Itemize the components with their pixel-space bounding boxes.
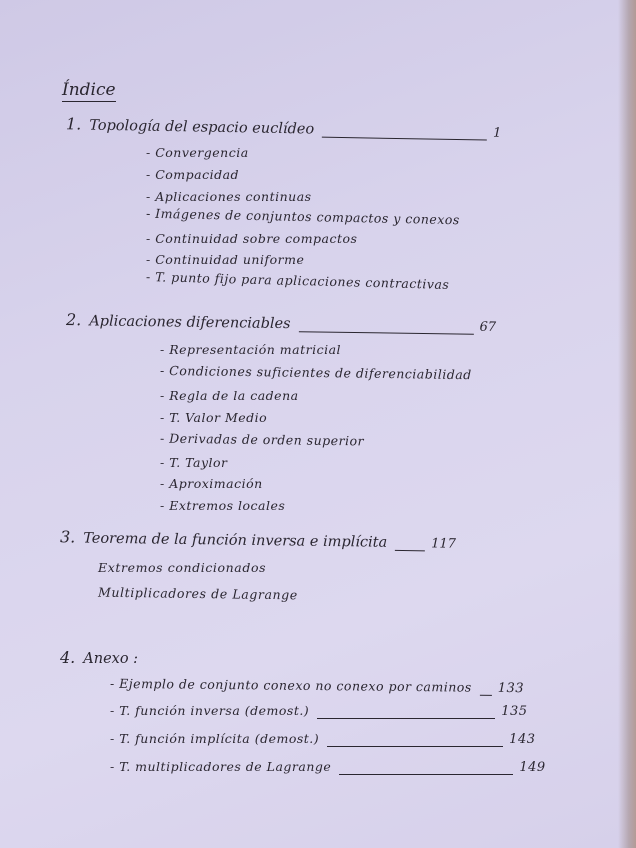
section-2-item: - Extremos locales (160, 498, 286, 513)
section-2-heading (66, 310, 496, 335)
section-3-page: 117 (431, 536, 457, 552)
section-1-heading (66, 114, 502, 141)
anexo-item-label: - T. multiplicadores de Lagrange (110, 759, 332, 774)
section-2-number: 2. (65, 309, 82, 330)
section-1-title: Topología del espacio euclídeo (89, 117, 315, 138)
anexo-item-label: - T. función implícita (demost.) (110, 731, 320, 746)
anexo-item-page: 133 (497, 680, 525, 697)
anexo-item-leader (339, 773, 513, 775)
anexo-item-leader (327, 745, 503, 747)
section-1-item: - Imágenes de conjuntos compactos y conexos (145, 205, 460, 228)
page-title: Índice (62, 80, 116, 100)
section-1-item: - Compacidad (146, 167, 240, 182)
anexo-item-leader (480, 694, 492, 696)
section-2-title: Aplicaciones diferenciables (89, 313, 291, 333)
anexo-item-label: - T. función inversa (demost.) (110, 703, 310, 718)
anexo-item (110, 703, 528, 719)
section-4-number: 4. (60, 648, 76, 667)
anexo-item-leader (317, 717, 495, 719)
section-3-heading (60, 527, 456, 552)
section-2-item: - Regla de la cadena (160, 388, 299, 403)
anexo-item (110, 731, 536, 747)
section-2-item: - T. Valor Medio (160, 410, 268, 425)
section-1-item: - Convergencia (146, 145, 249, 160)
section-1-item: - Aplicaciones continuas (146, 189, 312, 204)
section-1-leader (322, 136, 487, 141)
section-3-number: 3. (59, 527, 76, 547)
section-2-item: - Representación matricial (160, 342, 342, 357)
anexo-item (110, 759, 546, 775)
section-3-item: Multiplicadores de Lagrange (97, 584, 298, 603)
anexo-item-page: 135 (501, 704, 528, 719)
section-2-item: - Aproximación (160, 476, 263, 491)
anexo-item-page: 143 (509, 732, 536, 747)
section-1-number: 1. (65, 114, 82, 134)
section-2-page: 67 (479, 319, 497, 336)
notebook-page-edge (618, 0, 636, 848)
section-1-item: - T. punto fijo para aplicaciones contractivas (145, 269, 450, 292)
section-1-item: - Continuidad uniforme (146, 252, 305, 267)
section-2-item: - Condiciones suficientes de diferenciabilidad (159, 362, 472, 383)
section-2-leader (298, 330, 473, 334)
section-1-page: 1 (492, 125, 502, 141)
anexo-item-page: 149 (519, 760, 546, 775)
section-4-title: Anexo : (83, 651, 139, 667)
section-4-heading (60, 648, 138, 667)
section-2-item: - Derivadas de orden superior (159, 430, 365, 449)
section-3-leader (395, 549, 425, 551)
anexo-item-label: - Ejemplo de conjunto conexo no conexo por caminos (109, 675, 472, 695)
section-2-item: - T. Taylor (160, 455, 228, 470)
anexo-item (110, 676, 524, 696)
section-3-title: Teorema de la función inversa e implícita (83, 530, 388, 551)
section-1-item: - Continuidad sobre compactos (146, 231, 358, 246)
section-3-item: Extremos condicionados (98, 560, 267, 575)
